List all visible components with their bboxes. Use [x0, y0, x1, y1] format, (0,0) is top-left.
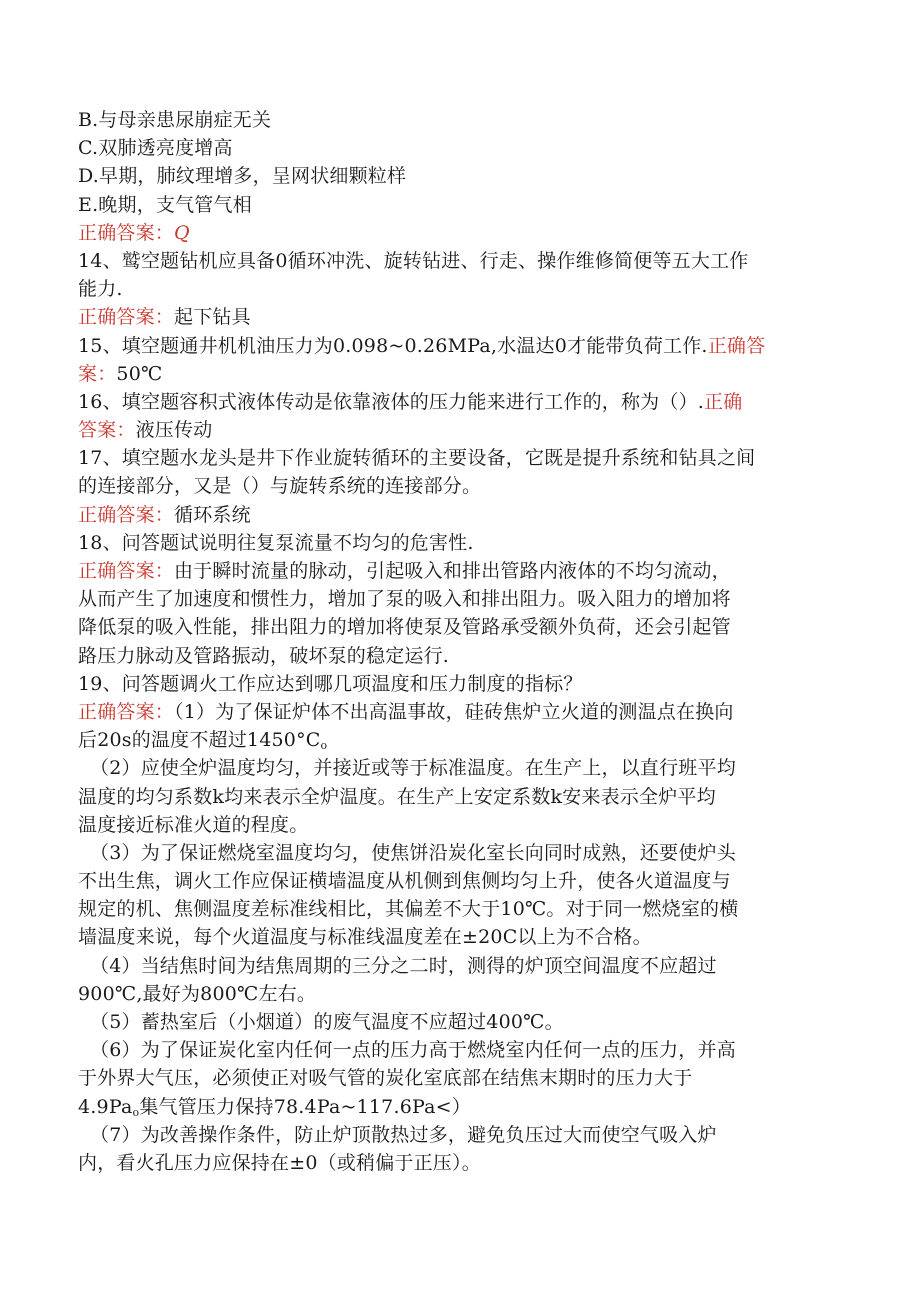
line-text-continued: 集气管压力保持78.4Pa~117.6Pa<）	[139, 1095, 471, 1118]
text-line	[78, 191, 848, 219]
text-line	[78, 1121, 848, 1149]
line-text: B.与母亲患尿崩症无关	[78, 109, 272, 131]
line-text: 的连接部分，又是（）与旋转系统的连接部分。	[78, 475, 482, 498]
line-text: 不出生焦，调火工作应保证横墙温度从机侧到焦侧均匀上升，使各火道温度与	[78, 870, 731, 893]
text-line	[78, 1093, 848, 1121]
text-line	[78, 839, 848, 867]
line-text: （6）为了保证炭化室内任何一点的压力高于燃烧室内任何一点的压力，并高	[90, 1039, 736, 1062]
text-line	[78, 332, 848, 360]
text-line	[78, 557, 848, 585]
text-line	[78, 134, 848, 162]
line-text: 14、鹫空题钻机应具备0循环冲洗、旋转钻进、行走、操作维修简便等五大工作	[78, 249, 749, 272]
text-line	[78, 952, 848, 980]
answer-label-start: 正确	[704, 390, 743, 413]
text-line	[78, 162, 848, 190]
line-text: （2）应使全炉温度均匀，并接近或等于标准温度。在生产上，以直行班平均	[90, 757, 736, 780]
text-line	[78, 1036, 848, 1064]
text-line	[78, 1149, 848, 1177]
line-text: 能力.	[78, 278, 123, 301]
text-line	[78, 754, 848, 782]
text-line	[78, 613, 848, 641]
line-text: 19、问答题调火工作应达到哪几项温度和压力制度的指标？	[78, 672, 583, 695]
line-text: 17、填空题水龙头是井下作业旋转循环的主要设备，它既是提升系统和钻具之间	[78, 447, 756, 470]
answer-label-start: 正确答	[707, 334, 766, 357]
answer-label: 答案：	[78, 419, 136, 442]
text-line	[78, 501, 848, 529]
answer-text: （1）为了保证炉体不出高温事故，硅砖焦炉立火道的测温点在换向	[174, 700, 734, 723]
text-line	[78, 923, 848, 951]
line-text: 15、填空题通井机机油压力为0.098~0.26MPa,水温达0才能带负荷工作.	[78, 334, 708, 357]
answer-label: 正确答案：	[78, 560, 175, 582]
line-text: （3）为了保证燃烧室温度均匀，使焦饼沿炭化室长向同时成熟，还要使炉头	[90, 841, 736, 864]
text-line	[78, 642, 848, 670]
text-line	[78, 106, 848, 134]
document-page	[78, 106, 848, 1177]
text-line	[78, 867, 848, 895]
line-text: C.双肺透亮度增高	[78, 137, 233, 160]
line-text: 50℃	[116, 362, 163, 385]
answer-label: 正确答案：	[78, 221, 175, 244]
text-line	[78, 980, 848, 1008]
answer-label: 正确答案：	[78, 700, 175, 723]
subscript-mark: o	[320, 739, 328, 753]
line-text: 16、填空题容积式液体传动是依靠液体的压力能来进行工作的，称为（）.	[78, 390, 705, 413]
line-text: 4.9Pa	[78, 1095, 133, 1118]
text-line	[78, 529, 848, 557]
answer-label: 正确答案：	[78, 503, 175, 526]
text-line	[78, 303, 848, 331]
line-text: 液压传动	[135, 419, 213, 442]
answer-label: 案：	[78, 362, 117, 385]
answer-label: 正确答案：	[78, 306, 175, 329]
text-line	[78, 1064, 848, 1092]
line-text: 规定的机、焦侧温度差标准线相比，其偏差不大于10℃。对于同一燃烧室的横	[78, 898, 739, 921]
line-text: 后20s的温度不超过1450°C	[78, 729, 321, 752]
text-line	[78, 219, 848, 247]
line-text: E.晚期，支气管气相	[78, 193, 252, 216]
text-line	[78, 670, 848, 698]
line-text: 从而产生了加速度和惯性力，增加了泵的吸入和排出阻力。吸入阻力的增加将	[78, 588, 731, 611]
subscript	[321, 739, 328, 752]
answer-text: 循环系统	[174, 503, 251, 526]
text-line	[78, 726, 848, 754]
text-line	[78, 698, 848, 726]
text-line	[78, 472, 848, 500]
text-line	[78, 247, 848, 275]
line-text: （4）当结焦时间为结焦周期的三分之二时，测得的炉顶空间温度不应超过	[90, 954, 717, 977]
text-line	[78, 895, 848, 923]
line-text: D.早期，肺纹理增多，呈网状细颗粒样	[78, 165, 407, 188]
line-text: 温度接近标准火道的程度。	[78, 813, 309, 836]
line-text: 于外界大气压，必须使正对吸气管的炭化室底部在结焦末期时的压力大于	[78, 1067, 693, 1090]
text-line	[78, 585, 848, 613]
text-line	[78, 783, 848, 811]
text-line	[78, 360, 848, 388]
answer-text: 起下钻具	[174, 306, 251, 329]
line-text: 温度的均匀系数k均来表示全炉温度。在生产上安定系数k安来表示全炉平均	[78, 785, 716, 808]
text-line	[78, 1008, 848, 1036]
line-text: 路压力脉动及管路振动，破坏泵的稳定运行.	[78, 644, 450, 667]
line-text: 内，看火孔压力应保持在±0（或稍偏于正压）。	[78, 1151, 481, 1174]
line-text: 18、问答题试说明往复泵流量不均匀的危害性.	[78, 531, 474, 554]
line-text: （5）蓄热室后（小烟道）的废气温度不应超过400℃。	[90, 1011, 564, 1033]
line-text: 墙温度来说，每个火道温度与标准线温度差在±20C以上为不合格。	[78, 926, 652, 949]
line-text: 降低泵的吸入性能，排出阻力的增加将使泵及管路承受额外负荷，还会引起管	[78, 616, 731, 639]
subscript-mark: o	[132, 1105, 140, 1119]
text-line	[78, 388, 848, 416]
text-line	[78, 416, 848, 444]
text-line	[78, 811, 848, 839]
answer-text: 由于瞬时流量的脉动，引起吸入和排出管路内液体的不均匀流动，	[174, 560, 731, 582]
text-line	[78, 275, 848, 303]
answer-text: Q	[174, 221, 190, 244]
line-text: 900℃,最好为800℃左右。	[78, 982, 317, 1005]
line-text: （7）为改善操作条件，防止炉顶散热过多，避免负压过大而使空气吸入炉	[90, 1123, 717, 1146]
text-line	[78, 444, 848, 472]
